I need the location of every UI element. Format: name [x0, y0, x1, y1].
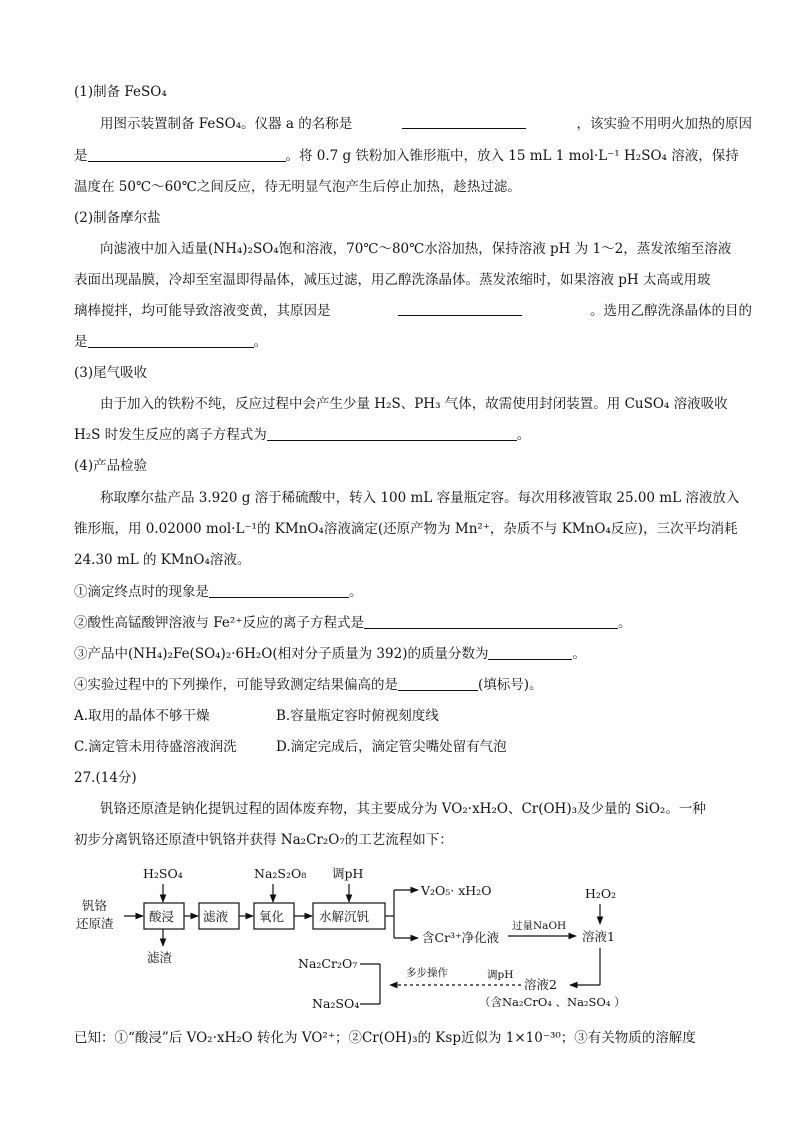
section-4-line-2: 锥形瓶，用 0.02000 mol·L⁻¹的 KMnO₄溶液滴定(还原产物为 Mn²⁺，杂质不与 KMnO₄反应)，三次平均消耗	[74, 521, 738, 537]
step-adjust-ph: 调pH	[332, 866, 364, 881]
section-3-line-2: H₂S 时发生反应的离子方程式为 。	[74, 427, 531, 443]
answer-blank[interactable]	[88, 147, 286, 162]
product-v2o5: V₂O₅· xH₂O	[421, 883, 492, 898]
answer-blank[interactable]	[398, 676, 478, 691]
solution-1: 溶液1	[582, 929, 615, 944]
section-2-line-3: 璃棒搅拌，均可能导致溶液变黄，其原因是 。选用乙醇洗涤晶体的目的	[74, 303, 752, 319]
section-2-heading: (2)制备摩尔盐	[74, 210, 161, 226]
question-27-known-conditions: 已知：①“酸浸”后 VO₂·xH₂O 转化为 VO²⁺；②Cr(OH)₃的 Ksp近似为 1×10⁻³⁰；③有关物质的溶解度	[74, 1030, 696, 1046]
section-4-heading: (4)产品检验	[74, 458, 148, 474]
option-d[interactable]: D.滴定完成后，滴定管尖嘴处留有气泡	[276, 739, 507, 755]
question-27-line-1: 钒铬还原渣是钠化提钒过程的固体废弃物，其主要成分为 VO₂·xH₂O、Cr(OH)₃及少量的 SiO₂。一种	[100, 801, 706, 817]
solution-2: 溶液2	[524, 977, 557, 992]
question-4-4: ④实验过程中的下列操作，可能导致测定结果偏高的是 (填标号)。	[74, 677, 543, 693]
option-c[interactable]: C.滴定管未用待盛溶液润洗	[74, 739, 237, 755]
section-1-line-3: 温度在 50℃～60℃之间反应，待无明显气泡产生后停止加热，趁热过滤。	[74, 179, 521, 195]
section-1-heading: (1)制备 FeSO₄	[74, 84, 167, 100]
filter-residue-label: 滤渣	[147, 950, 173, 965]
answer-blank[interactable]	[364, 614, 618, 629]
answer-blank[interactable]	[488, 645, 572, 660]
product-na2so4: Na₂SO₄	[312, 996, 360, 1011]
box-acid-leach-label: 酸浸	[149, 909, 175, 924]
section-1-line-1: 用图示装置制备 FeSO₄。仪器 a 的名称是 ，该实验不用明火加热的原因	[100, 116, 752, 132]
question-27-line-2: 初步分离钒铬还原渣中钒铬并获得 Na₂Cr₂O₇的工艺流程如下：	[74, 832, 453, 848]
section-3-line-1: 由于加入的铁粉不纯，反应过程中会产生少量 H₂S、PH₃ 气体，故需使用封闭装置。用 CuSO₄ 溶液吸收	[100, 396, 728, 412]
reagent-naoh: 过量NaOH	[512, 920, 567, 932]
answer-blank[interactable]	[88, 333, 254, 348]
box-hydrolysis-label: 水解沉钒	[319, 909, 370, 924]
option-a[interactable]: A.取用的晶体不够干燥	[74, 708, 210, 724]
chromium-solution: 含Cr³⁺净化液	[422, 930, 500, 945]
section-3-heading: (3)尾气吸收	[74, 365, 148, 381]
raw-material-label-1: 钒铬	[82, 898, 108, 913]
question-27-number: 27.(14分)	[74, 770, 137, 786]
section-2-line-1: 向滤液中加入适量(NH₄)₂SO₄饱和溶液，70℃～80℃水浴加热，保持溶液 pH 为 1～2，蒸发浓缩至溶液	[100, 241, 732, 257]
process-flow-diagram	[0, 858, 794, 1018]
question-4-3: ③产品中(NH₄)₂Fe(SO₄)₂·6H₂O(相对分子质量为 392)的质量分数为 。	[74, 646, 586, 662]
step-multi-operation: 多步操作	[406, 967, 448, 979]
option-b[interactable]: B.容量瓶定容时俯视刻度线	[276, 708, 439, 724]
answer-blank[interactable]	[402, 114, 526, 129]
answer-blank[interactable]	[267, 426, 517, 441]
raw-material-label-2: 还原渣	[76, 916, 114, 931]
section-4-line-3: 24.30 mL 的 KMnO₄溶液。	[74, 552, 251, 568]
section-1-line-2: 是 。将 0.7 g 铁粉加入锥形瓶中，放入 15 mL 1 mol·L⁻¹ H₂SO₄ 溶液，保持	[74, 148, 739, 164]
box-oxidation-label: 氧化	[259, 909, 285, 924]
answer-blank[interactable]	[398, 301, 522, 316]
reagent-na2s2o8: Na₂S₂O₈	[254, 866, 307, 881]
section-2-line-4: 是 。	[74, 334, 267, 350]
answer-blank[interactable]	[209, 583, 349, 598]
question-4-1: ①滴定终点时的现象是 。	[74, 584, 363, 600]
reagent-h2so4: H₂SO₄	[143, 866, 183, 881]
reagent-h2o2: H₂O₂	[585, 886, 617, 901]
box-filtrate-label: 滤液	[203, 909, 229, 924]
section-2-line-2: 表面出现晶膜，冷却至室温即得晶体，减压过滤，用乙醇洗涤晶体。蒸发浓缩时，如果溶液 pH 太高或用玻	[74, 272, 711, 288]
question-4-2: ②酸性高锰酸钾溶液与 Fe²⁺反应的离子方程式是 。	[74, 615, 632, 631]
step-adjust-ph-2: 调pH	[487, 969, 514, 981]
solution-2-composition: （含Na₂CrO₄ 、Na₂SO₄ ）	[479, 995, 626, 1009]
section-4-line-1: 称取摩尔盐产品 3.920 g 溶于稀硫酸中，转入 100 mL 容量瓶定容。每次用移液管取 25.00 mL 溶液放入	[100, 490, 740, 506]
product-na2cr2o7: Na₂Cr₂O₇	[298, 956, 358, 971]
